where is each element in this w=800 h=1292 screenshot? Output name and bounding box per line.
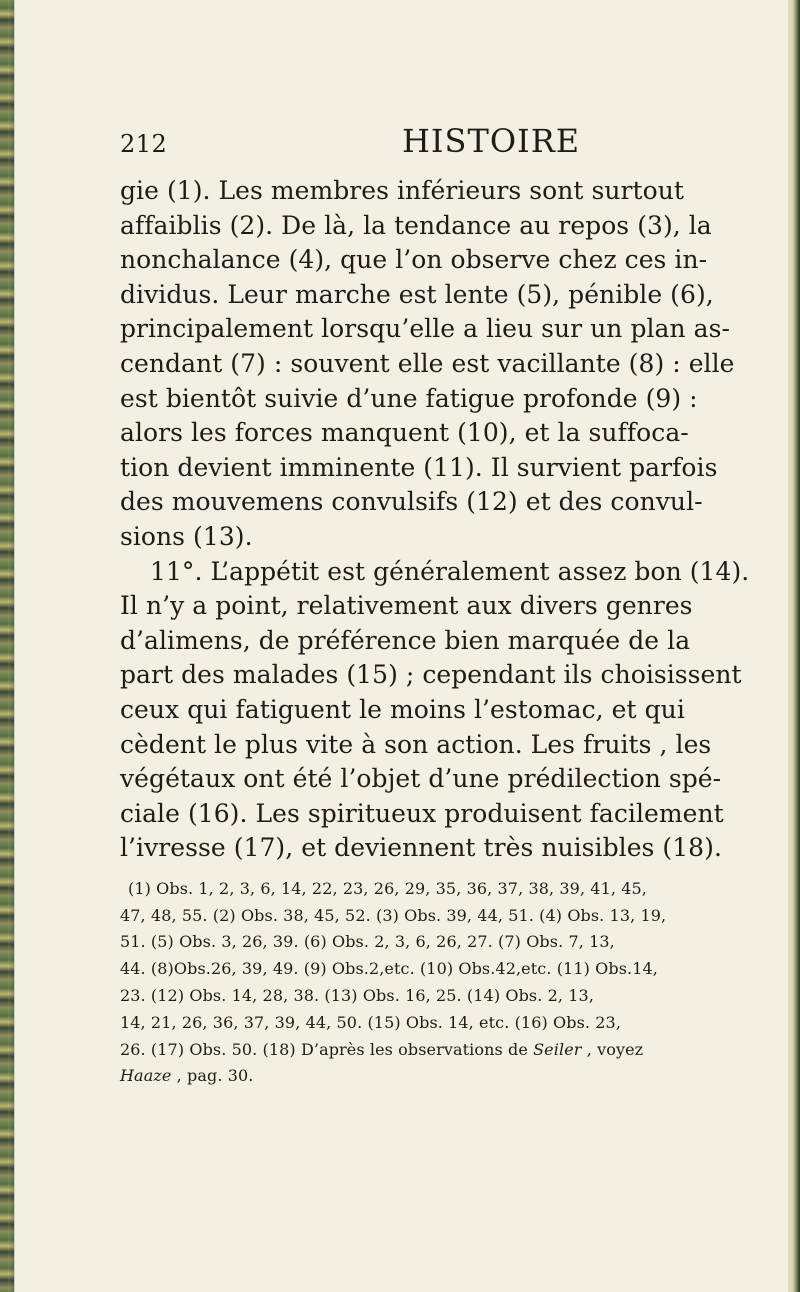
text-line: dividus. Leur marche est lente (5), pénible (6), [120, 279, 714, 309]
text-line: principalement lorsqu’elle a lieu sur un plan as- [120, 314, 730, 344]
footnote-text: , voyez [586, 1039, 644, 1059]
text-line: cèdent le plus vite à son action. Les fruits , les [120, 729, 712, 759]
text-line: végétaux ont été l’objet d’une prédilection spé- [120, 764, 722, 794]
text-line: ciale (16). Les spiritueux produisent facilement [120, 798, 724, 828]
footnote-text: , pag. 30. [176, 1066, 254, 1086]
text-line: 11°. L’appétit est généralement assez bon (14). [150, 556, 750, 586]
text-line: ceux qui fatiguent le moins l’estomac, et qui [120, 694, 685, 724]
text-line: nonchalance (4), que l’on observe chez ces in- [120, 245, 708, 275]
footnote-line: 44. (8)Obs.26, 39, 49. (9) Obs.2,etc. (10) Obs.42,etc. (11) Obs.14, [120, 959, 658, 979]
text-line: Il n’y a point, relativement aux divers genres [120, 591, 693, 621]
text-line: affaiblis (2). De là, la tendance au repos (3), la [120, 210, 712, 240]
page-number: 212 [120, 130, 168, 158]
text-line: des mouvemens convulsifs (12) et des convul- [120, 487, 703, 517]
running-title: HISTOIRE [402, 122, 581, 160]
footnote-line: 23. (12) Obs. 14, 28, 38. (13) Obs. 16, 25. (14) Obs. 2, 13, [120, 986, 594, 1006]
text-line: cendant (7) : souvent elle est vacillante (8) : elle [120, 348, 735, 378]
text-line: gie (1). Les membres inférieurs sont surtout [120, 176, 684, 205]
footnote-text: 26. (17) Obs. 50. (18) D’après les observations de [120, 1039, 528, 1059]
author-name-seiler: Seiler [533, 1039, 582, 1059]
text-line: part des malades (15) ; cependant ils choisissent [120, 660, 742, 690]
text-line: sions (13). [120, 521, 253, 551]
book-page [120, 122, 750, 1182]
footnote-line: 47, 48, 55. (2) Obs. 38, 45, 52. (3) Obs. 39, 44, 51. (4) Obs. 13, 19, [120, 905, 667, 925]
text-line: l’ivresse (17), et deviennent très nuisibles (18). [120, 833, 722, 863]
page-header [120, 122, 737, 162]
footnotes [120, 876, 737, 1090]
footnote-line [120, 1063, 737, 1090]
footnote-line [120, 1037, 737, 1064]
text-line: d’alimens, de préférence bien marquée de la [120, 625, 691, 655]
book-binding-left [0, 0, 14, 1292]
footnote-line: 14, 21, 26, 36, 37, 39, 44, 50. (15) Obs. 14, etc. (16) Obs. 23, [120, 1012, 622, 1032]
author-name-haaze: Haaze [120, 1066, 172, 1086]
page-edge-right [788, 0, 800, 1292]
text-line: alors les forces manquent (10), et la suffoca- [120, 418, 689, 448]
text-line: est bientôt suivie d’une fatigue profonde (9) : [120, 383, 698, 413]
text-line: tion devient imminente (11). Il survient parfois [120, 452, 718, 482]
footnote-line: 51. (5) Obs. 3, 26, 39. (6) Obs. 2, 3, 6, 26, 27. (7) Obs. 7, 13, [120, 932, 615, 952]
footnote-line: (1) Obs. 1, 2, 3, 6, 14, 22, 23, 26, 29, 35, 36, 37, 38, 39, 41, 45, [128, 878, 647, 898]
main-text [120, 174, 750, 866]
